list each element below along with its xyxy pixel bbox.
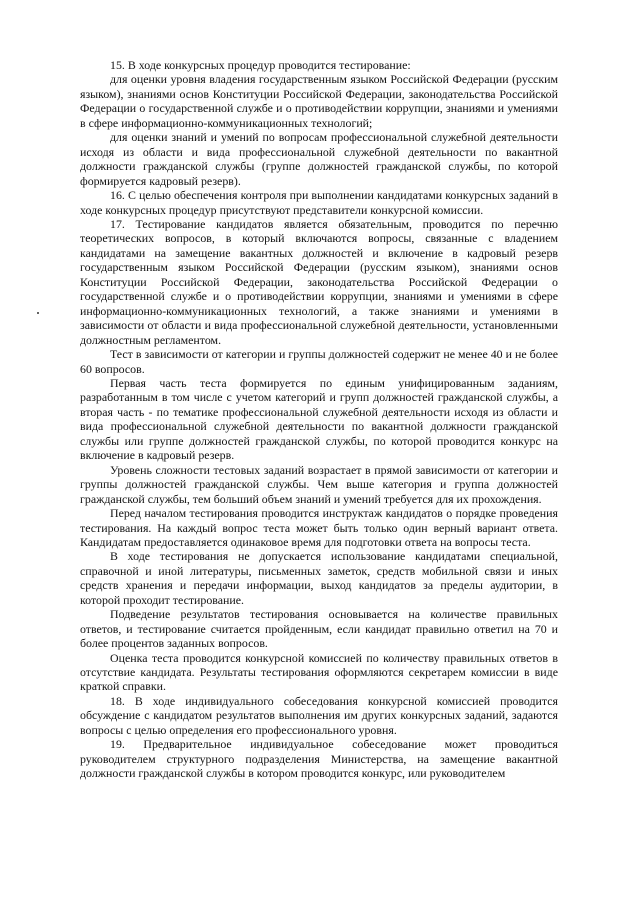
paragraph-17-evaluation: Оценка теста проводится конкурсной комиссией по количеству правильных ответов в отсутствие кандидата. Результаты тестирования оформляются секретарем комиссии в виде краткой справки. xyxy=(80,650,558,694)
paragraph-17-results: Подведение результатов тестирования основывается на количестве правильных ответов, и тестирование считается пройденным, если кандидат правильно ответил на 70 и более процентов заданных вопросов. xyxy=(80,607,558,651)
paragraph-15: 15. В ходе конкурсных процедур проводится тестирование: xyxy=(110,58,411,72)
scan-speck xyxy=(37,312,39,314)
paragraph-19: 19. Предварительное индивидуальное собеседование может проводиться руководителем структурного подразделения Министерства, на замещение вакантной должности гражданской службы в котором проводится конкурс, или руководителем xyxy=(80,737,558,781)
paragraph-17-restrictions: В ходе тестирования не допускается использование кандидатами специальной, справочной и иной литературы, письменных заметок, средств мобильной связи и иных средств хранения и передачи информации, выход кандидатов за пределы аудитории, в которой проходит тестирование. xyxy=(80,549,558,607)
paragraph-17: 17. Тестирование кандидатов является обязательным, проводится по перечню теоретических вопросов, в который включаются вопросы, связанные с владением кандидатами на замещение вакантных должностей и включение в кадровый резерв государственным языком Российской Федерации (русским языком), знаниями основ Конституции Российской Федерации, законодательства Российской Федерации о государственной службе и о противодействии коррупции, знаниями и умениями в сфере информационно-коммуникационных технологий, а также знаниями и умениями в зависимости от области и вида профессиональной служебной деятельности, установленными должностным регламентом. xyxy=(80,216,558,347)
document-page xyxy=(80,58,558,781)
paragraph-15-item-1: для оценки уровня владения государственным языком Российской Федерации (русским языком), знаниями основ Конституции Российской Федерации, законодательства Российской Федерации о государственной службе и о противодействии коррупции, знаниями и умениями в сфере информационно-коммуникационных технологий; xyxy=(80,72,558,130)
paragraph-17-test-parts: Первая часть теста формируется по единым унифицированным заданиям, разработанным в том числе с учетом категорий и групп должностей гражданской службы, а вторая часть - по тематике профессиональной служебной деятельности исходя из области и вида профессиональной служебной деятельности по вакантной должности гражданской службы или группе должностей гражданской службы, по которой проводится конкурс на включение в кадровый резерв. xyxy=(80,375,558,463)
paragraph-17-difficulty: Уровень сложности тестовых заданий возрастает в прямой зависимости от категории и группы должностей гражданской службы. Чем выше категория и группа должностей гражданской службы, тем больший объем знаний и умений требуется для их прохождения. xyxy=(80,462,558,506)
paragraph-18: 18. В ходе индивидуального собеседования конкурсной комиссией проводится обсуждение с кандидатом результатов выполнения им других конкурсных заданий, задаются вопросы с целью определения его профессионального уровня. xyxy=(80,693,558,737)
paragraph-15-item-2: для оценки знаний и умений по вопросам профессиональной служебной деятельности исходя из области и вида профессиональной служебной деятельности по вакантной должности гражданской службы (группе должностей гражданской службы, по которой формируется кадровый резерв). xyxy=(80,130,558,188)
paragraph-17-briefing: Перед началом тестирования проводится инструктаж кандидатов о порядке проведения тестирования. На каждый вопрос теста может быть только один верный вариант ответа. Кандидатам предоставляется одинаковое время для подготовки ответа на вопросы теста. xyxy=(80,506,558,549)
paragraph-16: 16. С целью обеспечения контроля при выполнении кандидатами конкурсных заданий в ходе конкурсных процедур присутствуют представители конкурсной комиссии. xyxy=(80,188,558,217)
paragraph-17-test-size: Тест в зависимости от категории и группы должностей содержит не менее 40 и не более 60 вопросов. xyxy=(80,347,558,376)
